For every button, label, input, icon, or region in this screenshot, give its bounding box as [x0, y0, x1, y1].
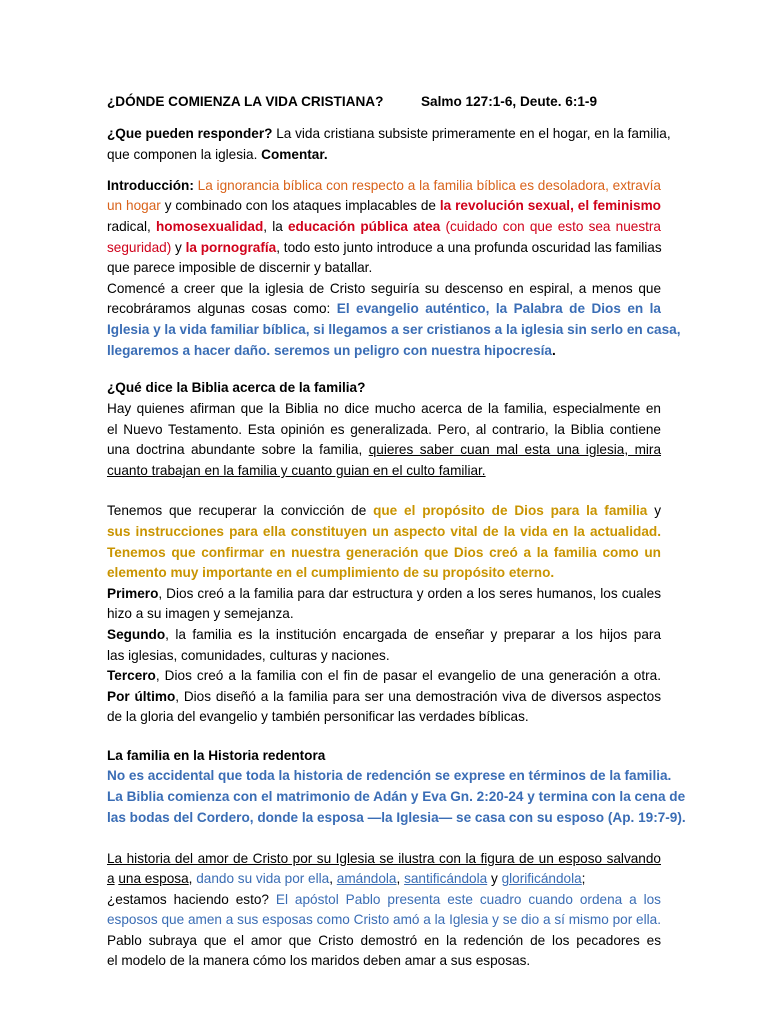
intro-orange-1: La ignorancia bíblica con respecto a la familia bíblica es desoladora, extravía — [197, 178, 661, 193]
question-line-1 — [107, 124, 671, 144]
s4-line-1 — [107, 766, 672, 786]
s2-text-1: Hay quienes afirman que la Biblia no dice mucho acerca de la familia, especialmente en — [107, 401, 661, 416]
s2-line-3 — [107, 440, 661, 460]
s4-blue-1: No es accidental que toda la historia de redención se exprese en términos de la familia. — [107, 768, 672, 783]
point-first-text-2: hizo a su imagen y semejanza. — [107, 606, 294, 621]
intro-blue-3: llegaremos a hacer daño. seremos un peligro con nuestra hipocresía — [107, 343, 552, 358]
point-first-line-2 — [107, 604, 661, 624]
s5-comma: , — [188, 871, 193, 886]
s5-text-5: Pablo subraya que el amor que Cristo demostró en la redención de los pecadores es — [107, 933, 661, 948]
intro-label: Introducción: — [107, 178, 194, 193]
s3-line-3 — [107, 543, 661, 563]
s3-gold-4: elemento muy importante en el cumplimiento de su propósito eterno. — [107, 565, 555, 580]
question-text-2: que componen la iglesia. — [107, 147, 258, 162]
intro-line-7 — [107, 299, 661, 319]
intro-line-6 — [107, 279, 661, 299]
intro-line-8 — [107, 320, 681, 340]
intro-text-4a: y — [171, 240, 186, 255]
s5-text-6: el modelo de la manera cómo los maridos deben amar a sus esposas. — [107, 953, 531, 968]
s5-blue-3: El apóstol Pablo presenta este cuadro cuando ordena a los — [275, 892, 661, 907]
intro-blue-1: El evangelio auténtico, la Palabra de Dios en la — [336, 301, 661, 316]
point-last-line-2 — [107, 707, 661, 727]
s2-text-3: una doctrina abundante sobre la familia, — [107, 442, 369, 457]
s5-a: a — [107, 871, 115, 886]
s4-blue-2: La Biblia comienza con el matrimonio de Adán y Eva Gn. 2:20-24 y termina con la cena de — [107, 789, 686, 804]
intro-text-4b: , todo esto junto introduce a una profunda oscuridad las familias — [276, 240, 662, 255]
point-second-line-2 — [107, 646, 661, 666]
point-last-label: Por último — [107, 689, 176, 704]
s5-blue-4: esposos que amen a sus esposas como Cristo amó a la Iglesia y se dio a sí mismo por ella. — [107, 912, 661, 927]
point-last-text-2: de la gloria del evangelio y también personificar las verdades bíblicas. — [107, 709, 529, 724]
s3-line-2 — [107, 522, 661, 542]
s5-text-3: ¿estamos haciendo esto? — [107, 892, 276, 907]
s5-line-2 — [107, 869, 661, 889]
intro-text-5: que parece imposible de discernir y batallar. — [107, 260, 373, 275]
point-first — [107, 584, 661, 604]
s5-underlined-1: La historia del amor de Cristo por su Iglesia se ilustra con la figura de un esposo salvando — [107, 851, 661, 866]
intro-orange-2: un hogar — [107, 198, 161, 213]
question-line-2 — [107, 145, 661, 165]
intro-comma: , — [570, 198, 578, 213]
s5-blue-amandola: amándola — [336, 871, 397, 886]
intro-red-note: (cuidado con que esto sea nuestra — [440, 219, 661, 234]
s5-line-6 — [107, 951, 661, 971]
point-third-label: Tercero — [107, 668, 156, 683]
s3-line-4 — [107, 563, 661, 583]
s2-underlined-1: quieres saber cuan mal esta una iglesia, mira — [368, 442, 662, 457]
intro-red-pornography: la pornografía — [185, 240, 277, 255]
s5-comma-2: , — [396, 871, 405, 886]
question-label: ¿Que pueden responder? — [107, 126, 273, 141]
s4-line-3 — [107, 808, 686, 828]
intro-text-6: Comencé a creer que la iglesia de Cristo seguiría su descenso en espiral, a menos que — [107, 281, 661, 296]
intro-red-sexual-revolution: la revolución sexual — [439, 198, 571, 213]
s5-blue-santificandola: santificándola — [404, 871, 488, 886]
s5-line-5 — [107, 931, 661, 951]
s3-gold-1: que el propósito de Dios para la familia — [373, 503, 648, 518]
intro-red-homosexuality: homosexualidad — [156, 219, 264, 234]
s5-semicolon: ; — [581, 871, 586, 886]
intro-dot: . — [551, 343, 556, 358]
point-second-text-2: las iglesias, comunidades, culturas y naciones. — [107, 648, 390, 663]
intro-line-4 — [107, 238, 661, 258]
section-heading-bible: ¿Qué dice la Biblia acerca de la familia? — [107, 380, 366, 395]
intro-text-2: y combinado con los ataques implacables de — [160, 198, 440, 213]
intro-blue-2: Iglesia y la vida familiar bíblica, si llegamos a ser cristianos a la iglesia sin serlo en casa, — [107, 322, 681, 337]
s3-line-1 — [107, 501, 661, 521]
s5-comma-1: , — [329, 871, 337, 886]
intro-line-9 — [107, 341, 661, 361]
question-text: La vida cristiana subsiste primeramente en el hogar, en la familia, — [272, 126, 671, 141]
s2-line-2 — [107, 420, 661, 440]
point-last — [107, 687, 661, 707]
intro-red-education: educación pública atea — [287, 219, 441, 234]
s2-line-4 — [107, 461, 661, 481]
s3-gold-2: sus instrucciones para ella constituyen un aspecto vital de la vida en la actualidad. — [107, 524, 661, 539]
s3-text-1: Tenemos que recuperar la convicción de — [107, 503, 374, 518]
point-last-text: , Dios diseñó a la familia para ser una demostración viva de diversos aspectos — [175, 689, 661, 704]
s2-line-1 — [107, 399, 661, 419]
s2-text-2: el Nuevo Testamento. Esta opinión es generalizada. Pero, al contrario, la Biblia contiene — [107, 422, 661, 437]
intro-text-7: recobráramos algunas cosas como: — [107, 301, 337, 316]
intro-red-security: seguridad) — [107, 240, 172, 255]
point-first-label: Primero — [107, 586, 159, 601]
point-second-text: , la familia es la institución encargada de enseñar y preparar a los hijos para — [165, 627, 661, 642]
point-second — [107, 625, 661, 645]
section-heading-history: La familia en la Historia redentora — [107, 748, 326, 763]
s5-y: y — [487, 871, 502, 886]
intro-text-3b: , la — [263, 219, 288, 234]
scripture-reference: Salmo 127:1-6, Deute. 6:1-9 — [420, 94, 598, 109]
s3-text-1-end: y — [647, 503, 661, 518]
comment-prompt: Comentar. — [261, 147, 328, 162]
intro-line-2 — [107, 196, 661, 216]
intro-red-feminism: el feminismo — [577, 198, 661, 213]
s5-line-1 — [107, 849, 661, 869]
s4-blue-3: las bodas del Cordero, donde la esposa —la Iglesia— se casa con su esposo (Ap. 19:7-9). — [107, 810, 686, 825]
main-title: ¿DÓNDE COMIENZA LA VIDA CRISTIANA? — [107, 94, 384, 109]
intro-line-3 — [107, 217, 661, 237]
point-third-text: , Dios creó a la familia con el fin de pasar el evangelio de una generación a otra. — [155, 668, 661, 683]
s5-una-esposa: una esposa — [118, 871, 189, 886]
point-second-label: Segundo — [107, 627, 166, 642]
s3-gold-3: Tenemos que confirmar en nuestra generación que Dios creó a la familia como un — [107, 545, 661, 560]
document-header — [107, 92, 661, 112]
intro-text-3a: radical, — [107, 219, 156, 234]
s5-line-4 — [107, 910, 661, 930]
s5-line-3 — [107, 890, 661, 910]
point-third — [107, 666, 661, 686]
s5-blue-glorificandola: glorificándola — [501, 871, 582, 886]
intro-line-5 — [107, 258, 661, 278]
s5-blue-dando: dando su vida por ella — [196, 871, 330, 886]
s2-underlined-2: cuanto trabajan en la familia y cuanto guian en el culto familiar. — [107, 463, 486, 478]
intro-line-1 — [107, 176, 661, 196]
point-first-text: , Dios creó a la familia para dar estructura y orden a los seres humanos, los cuales — [158, 586, 661, 601]
s4-line-2 — [107, 787, 686, 807]
